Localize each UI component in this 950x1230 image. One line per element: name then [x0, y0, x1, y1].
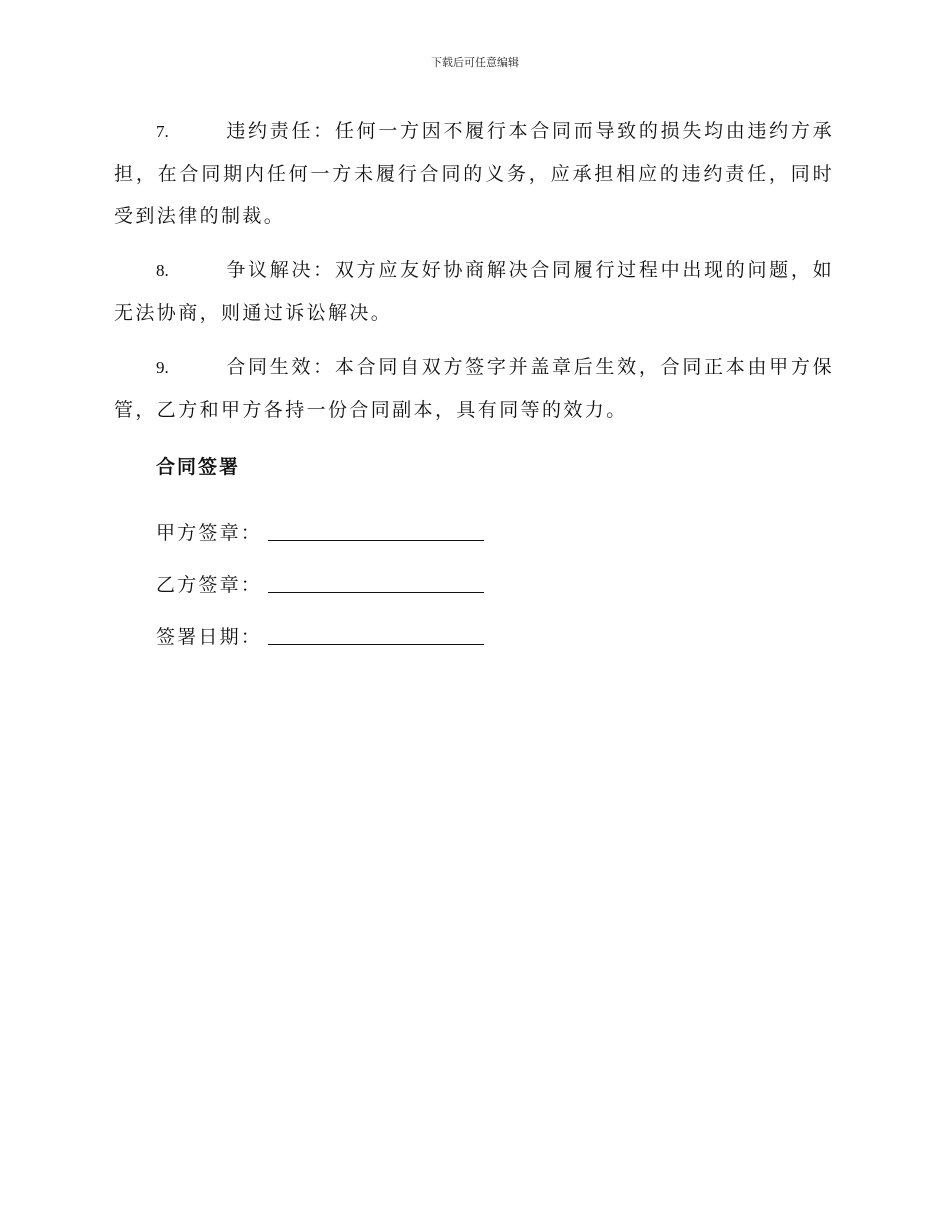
clause-text: 争议解决：双方应友好协商解决合同履行过程中出现的问题，如无法协商，则通过诉讼解决。	[114, 259, 834, 324]
signature-line	[268, 622, 484, 645]
clause-8	[114, 249, 834, 334]
signature-row-party-a	[156, 493, 834, 545]
page-header: 下载后可任意编辑	[431, 56, 519, 69]
signature-label: 甲方签章：	[156, 522, 263, 544]
clause-text: 合同生效：本合同自双方签字并盖章后生效，合同正本由甲方保管，乙方和甲方各持一份合同副本，具有同等的效力。	[114, 356, 834, 421]
clause-number: 7.	[156, 122, 169, 141]
signature-label: 乙方签章：	[156, 574, 263, 596]
clause-7	[114, 110, 834, 237]
signature-line	[268, 518, 484, 541]
clause-number: 8.	[156, 261, 169, 280]
clause-text: 违约责任：任何一方因不履行本合同而导致的损失均由违约方承担，在合同期内任何一方未履行合同的义务，应承担相应的违约责任，同时受到法律的制裁。	[114, 120, 834, 227]
signature-line	[268, 570, 484, 593]
signature-row-party-b	[156, 545, 834, 597]
clause-9	[114, 346, 834, 431]
document-body	[114, 110, 834, 649]
clause-number: 9.	[156, 358, 169, 377]
signature-row-date	[156, 597, 834, 649]
signature-section	[114, 493, 834, 649]
signature-label: 签署日期：	[156, 626, 263, 648]
signature-section-title: 合同签署	[156, 456, 241, 478]
